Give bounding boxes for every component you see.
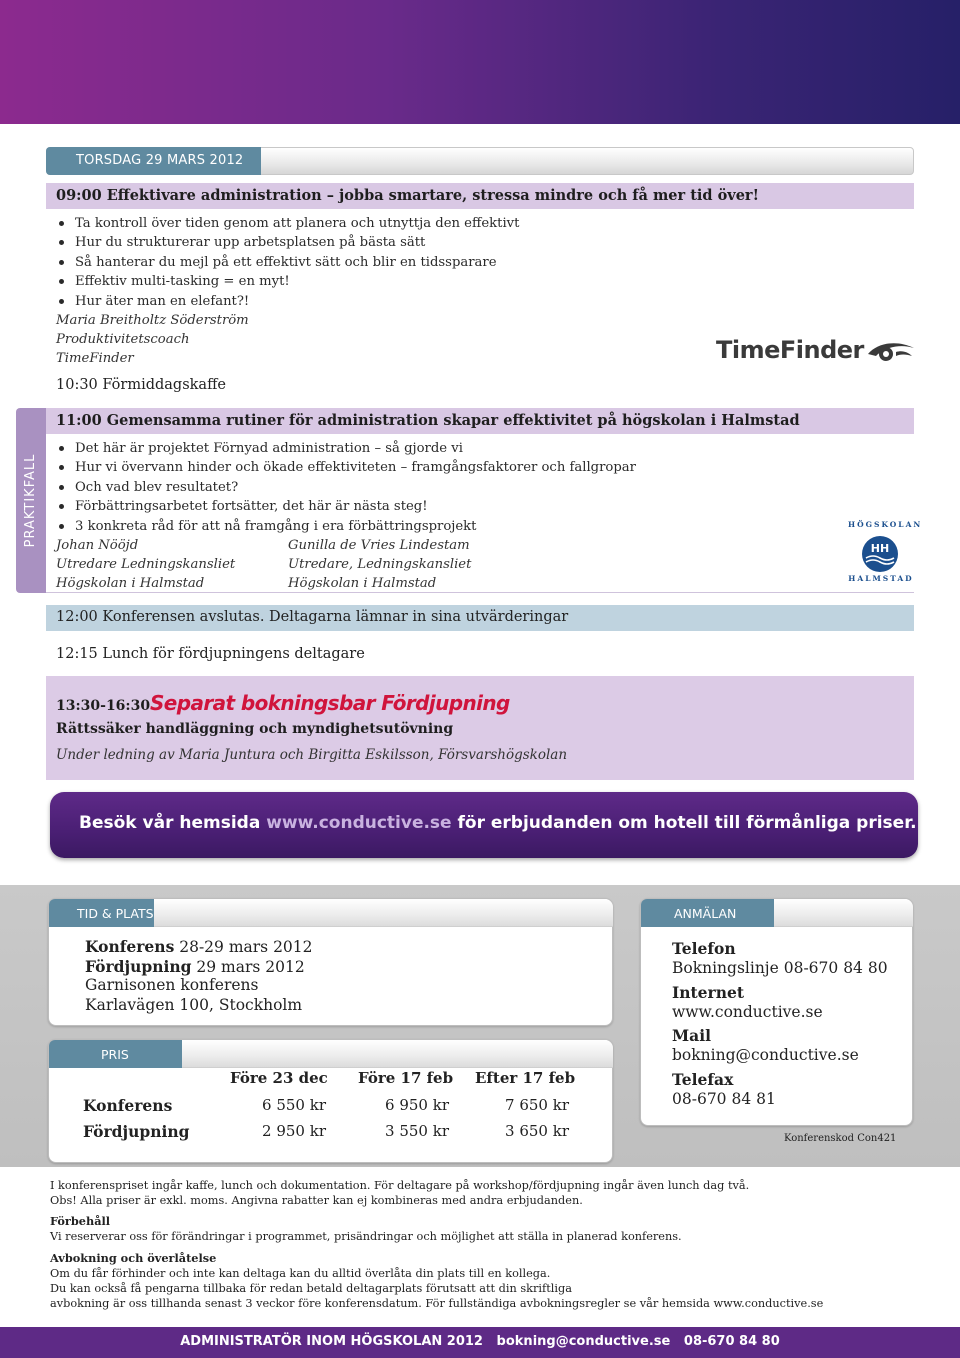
forbehall-text: Vi reserverar oss för förändringar i programmet, prisändringar och möjlighet att ställa in planerad konferens. bbox=[50, 1230, 682, 1243]
speaker1-name: Johan Nööjd bbox=[56, 538, 139, 553]
price-row-label: Konferens bbox=[83, 1096, 173, 1115]
speaker-name: Maria Breitholtz Söderström bbox=[56, 313, 249, 328]
session-11-title: 11:00 Gemensamma rutiner för administration skapar effektivitet på högskolan i Halmstad bbox=[46, 408, 914, 434]
speaker2-role: Utredare, Ledningskansliet bbox=[288, 557, 472, 572]
price-cell: 2 950 kr bbox=[262, 1122, 326, 1140]
session-09-title: 09:00 Effektivare administration – jobba smartare, stressa mindre och få mer tid över! bbox=[46, 183, 914, 209]
list-item: Ta kontroll över tiden genom att planera och utnyttja den effektivt bbox=[56, 214, 519, 233]
timefinder-logo-text: TimeFinder bbox=[716, 336, 864, 364]
mail-link[interactable]: bokning@conductive.se bbox=[672, 1045, 859, 1064]
lunch: 12:15 Lunch för fördjupningens deltagare bbox=[56, 646, 365, 662]
avbokning-line2: Du kan också få pengarna tillbaka för redan betald deltagarplats förutsatt att din skriftliga bbox=[50, 1282, 572, 1295]
tid-plats-card bbox=[48, 898, 613, 1026]
workshop-title: Rättssäker handläggning och myndighetsutövning bbox=[56, 721, 454, 737]
logo-top-text: HÖGSKOLAN bbox=[848, 520, 923, 529]
logo-mark: HH bbox=[870, 542, 890, 555]
list-item: Det här är projektet Förnyad administration – så gjorde vi bbox=[56, 439, 636, 458]
card-strip bbox=[154, 899, 613, 927]
session-09-bullets bbox=[56, 214, 519, 311]
pris-card bbox=[48, 1039, 613, 1163]
praktikfall-label: PRAKTIKFALL bbox=[23, 453, 38, 548]
fineprint-line2: Obs! Alla priser är exkl. moms. Angivna rabatter kan ej kombineras med andra erbjudanden. bbox=[50, 1194, 583, 1207]
list-item: Hur vi övervann hinder och ökade effektiviteten – framgångsfaktorer och fallgropar bbox=[56, 458, 636, 477]
tid-line-konferens: Konferens 28-29 mars 2012 bbox=[85, 937, 313, 956]
tid-plats-tab: TID & PLATS bbox=[49, 899, 154, 927]
telefax-value: 08-670 84 81 bbox=[672, 1089, 776, 1108]
conference-end: 12:00 Konferensen avslutas. Deltagarna lämnar in sina utvärderingar bbox=[46, 605, 914, 631]
list-item: Hur äter man en elefant?! bbox=[56, 292, 519, 311]
avbokning-title: Avbokning och överlåtelse bbox=[50, 1251, 217, 1265]
workshop-time: 13:30-16:30 bbox=[56, 698, 151, 714]
price-header-2: Före 17 feb bbox=[358, 1069, 454, 1087]
banner-text-before: Besök vår hemsida bbox=[79, 813, 267, 833]
telefon-value[interactable]: Bokningslinje 08-670 84 80 bbox=[672, 958, 888, 977]
speaker-org: TimeFinder bbox=[56, 351, 134, 366]
list-item: Effektiv multi-tasking = en myt! bbox=[56, 272, 519, 291]
workshop-box bbox=[46, 676, 914, 780]
price-cell: 7 650 kr bbox=[505, 1096, 569, 1114]
banner-text-after: för erbjudanden om hotell till förmånliga priser. bbox=[451, 813, 917, 833]
price-cell: 6 950 kr bbox=[385, 1096, 449, 1114]
price-header-1: Före 23 dec bbox=[230, 1069, 328, 1087]
speaker2-org: Högskolan i Halmstad bbox=[288, 576, 437, 591]
price-cell: 6 550 kr bbox=[262, 1096, 326, 1114]
session-11-bullets bbox=[56, 439, 636, 536]
hogskolan-halmstad-logo bbox=[842, 516, 923, 592]
eye-icon bbox=[866, 340, 916, 364]
card-strip bbox=[774, 899, 913, 927]
pris-tab: PRIS bbox=[49, 1040, 182, 1068]
website-banner bbox=[50, 792, 918, 858]
speaker1-org: Högskolan i Halmstad bbox=[56, 576, 205, 591]
speaker1-role: Utredare Ledningskansliet bbox=[56, 557, 236, 572]
mail-label: Mail bbox=[672, 1026, 711, 1045]
forbehall-title: Förbehåll bbox=[50, 1214, 111, 1228]
workshop-tag: Separat bokningsbar Fördjupning bbox=[150, 691, 510, 715]
list-item: Förbättringsarbetet fortsätter, det här är nästa steg! bbox=[56, 497, 636, 516]
timefinder-logo bbox=[716, 336, 916, 370]
coffee-break: 10:30 Förmiddagskaffe bbox=[56, 377, 226, 393]
konferenskod: Konferenskod Con421 bbox=[784, 1133, 897, 1144]
top-banner bbox=[0, 0, 960, 124]
card-strip bbox=[182, 1040, 613, 1068]
avbokning-line1: Om du får förhinder och inte kan deltaga kan du alltid överlåta din plats till en kollega. bbox=[50, 1267, 551, 1280]
telefon-label: Telefon bbox=[672, 939, 736, 958]
price-row-label: Fördjupning bbox=[83, 1122, 190, 1141]
banner-url-link[interactable]: www.conductive.se bbox=[266, 813, 452, 833]
list-item: Och vad blev resultatet? bbox=[56, 478, 636, 497]
telefax-label: Telefax bbox=[672, 1070, 734, 1089]
day-header-label: TORSDAG 29 MARS 2012 bbox=[46, 147, 261, 175]
workshop-leaders: Under ledning av Maria Juntura och Birgitta Eskilsson, Försvarshögskolan bbox=[56, 747, 568, 763]
tid-line-fordjupning: Fördjupning 29 mars 2012 bbox=[85, 956, 305, 976]
venue-name: Garnisonen konferens bbox=[85, 976, 259, 994]
price-header-3: Efter 17 feb bbox=[475, 1069, 576, 1087]
price-cell: 3 650 kr bbox=[505, 1122, 569, 1140]
list-item: 3 konkreta råd för att nå framgång i era förbättringsprojekt bbox=[56, 517, 636, 536]
venue-address: Karlavägen 100, Stockholm bbox=[85, 995, 303, 1014]
avbokning-line3: avbokning är oss tillhanda senast 3 veckor före konferensdatum. För fullständiga avbokningsregler se vår hemsida www.conductive.se bbox=[50, 1297, 824, 1310]
anmalan-card bbox=[640, 898, 913, 1126]
footer-bar: ADMINISTRATÖR INOM HÖGSKOLAN 2012 bokning@conductive.se 08-670 84 80 bbox=[0, 1327, 960, 1358]
speaker2-name: Gunilla de Vries Lindestam bbox=[288, 538, 470, 553]
internet-label: Internet bbox=[672, 983, 744, 1002]
list-item: Så hanterar du mejl på ett effektivt sätt och blir en tidssparare bbox=[56, 253, 519, 272]
fineprint-line1: I konferenspriset ingår kaffe, lunch och dokumentation. För deltagare på workshop/fördjupning ingår även lunch dag två. bbox=[50, 1179, 750, 1192]
logo-bottom-text: HALMSTAD bbox=[848, 574, 914, 583]
list-item: Hur du strukturerar upp arbetsplatsen på bästa sätt bbox=[56, 233, 519, 252]
speaker-role: Produktivitetscoach bbox=[56, 332, 190, 347]
internet-link[interactable]: www.conductive.se bbox=[672, 1002, 823, 1021]
praktikfall-tab bbox=[16, 408, 46, 593]
price-cell: 3 550 kr bbox=[385, 1122, 449, 1140]
anmalan-tab: ANMÄLAN bbox=[641, 899, 774, 927]
